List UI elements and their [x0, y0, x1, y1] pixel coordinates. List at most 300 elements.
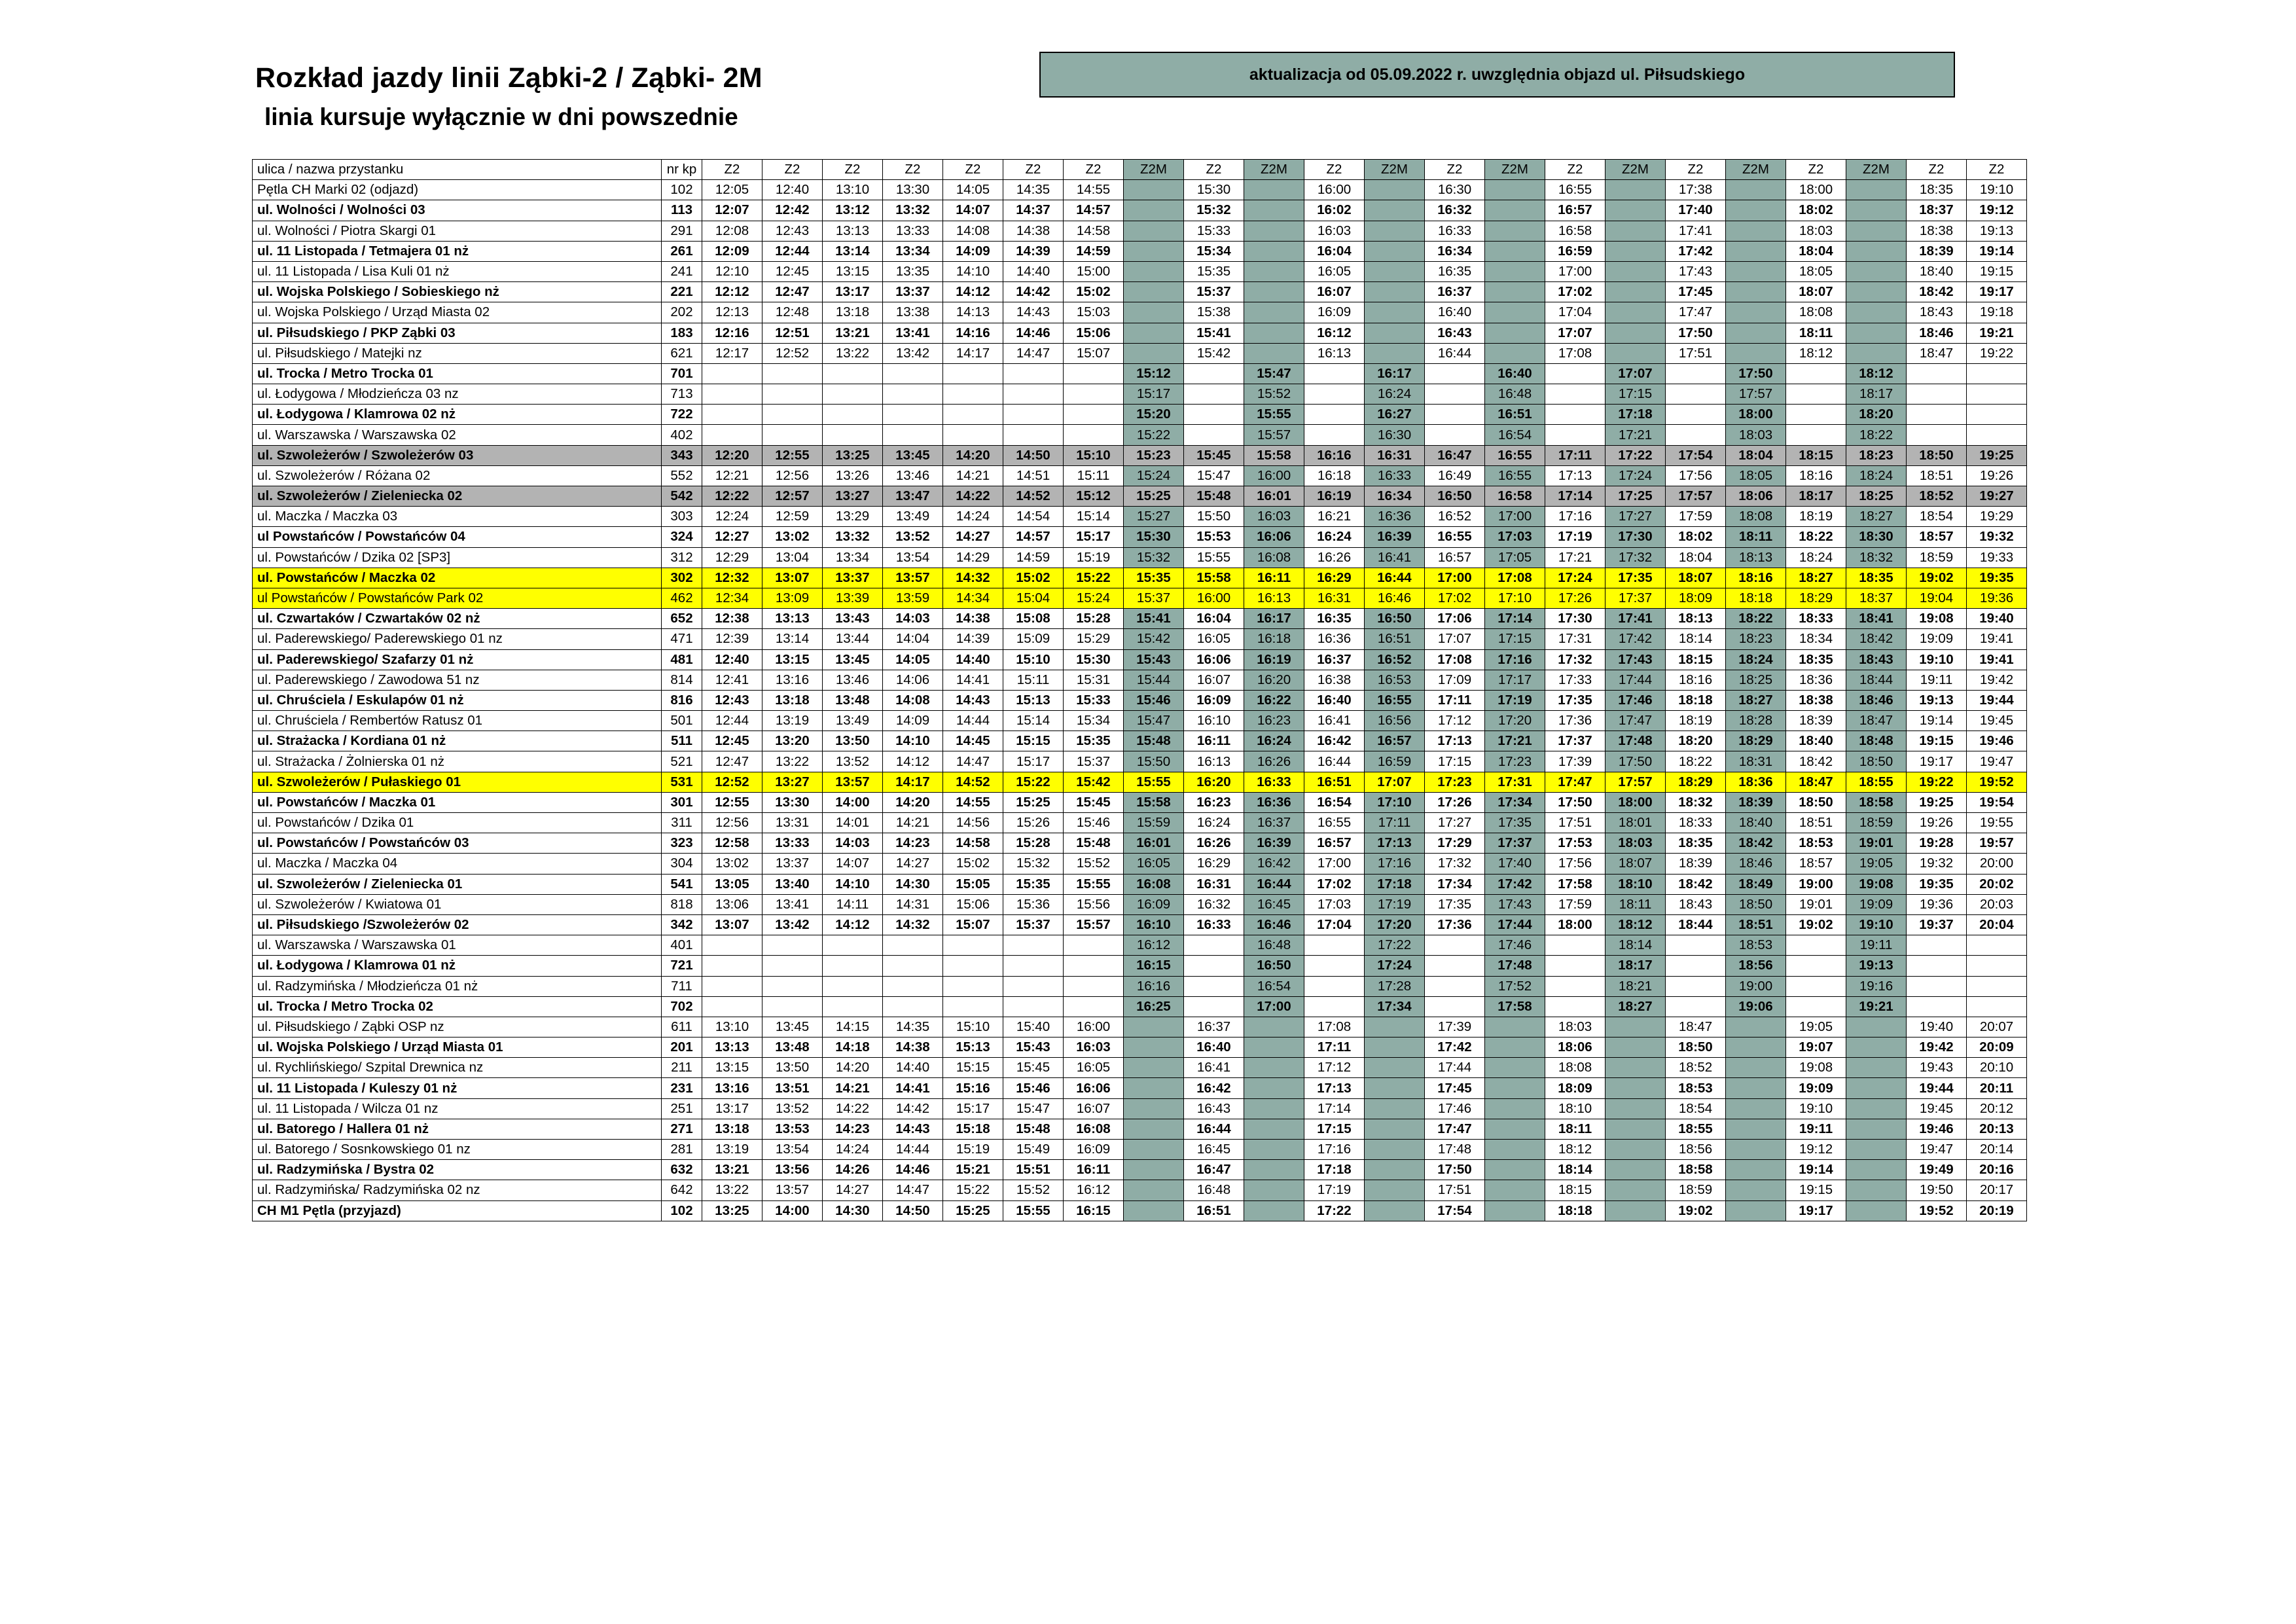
departure-time-cell: 18:16	[1666, 670, 1726, 690]
departure-time-cell	[1726, 323, 1786, 343]
departure-time-cell: 16:33	[1425, 221, 1485, 241]
departure-time-cell	[1064, 384, 1124, 405]
departure-time-cell: 13:22	[702, 1180, 762, 1200]
departure-time-cell	[943, 976, 1003, 996]
departure-time-cell: 14:22	[823, 1098, 883, 1119]
departure-time-cell: 17:00	[1545, 261, 1605, 281]
departure-time-cell: 18:58	[1846, 792, 1907, 812]
departure-time-cell	[1304, 976, 1365, 996]
departure-time-cell: 17:58	[1485, 996, 1545, 1017]
departure-time-cell: 14:38	[943, 609, 1003, 629]
departure-time-cell: 15:25	[1003, 792, 1064, 812]
departure-time-cell: 16:36	[1304, 629, 1365, 649]
departure-time-cell: 18:18	[1666, 690, 1726, 710]
departure-time-cell: 13:50	[823, 731, 883, 751]
departure-time-cell: 16:51	[1304, 772, 1365, 792]
table-row	[253, 894, 2027, 914]
departure-time-cell: 13:44	[823, 629, 883, 649]
departure-time-cell: 15:47	[1003, 1098, 1064, 1119]
departure-time-cell: 15:10	[1003, 649, 1064, 670]
stop-name-cell: ul. Paderewskiego/ Paderewskiego 01 nz	[253, 629, 662, 649]
departure-time-cell: 14:40	[1003, 261, 1064, 281]
departure-time-cell: 17:27	[1605, 507, 1666, 527]
stop-name-cell: ul. Szwoleżerów / Różana 02	[253, 465, 662, 486]
departure-time-cell: 19:44	[1907, 1078, 1967, 1098]
departure-time-cell: 14:40	[883, 1058, 943, 1078]
stop-name-cell: ul. Łodygowa / Klamrowa 02 nż	[253, 405, 662, 425]
departure-time-cell: 15:11	[1064, 465, 1124, 486]
departure-time-cell: 18:58	[1666, 1160, 1726, 1180]
table-row	[253, 1078, 2027, 1098]
departure-time-cell: 13:41	[762, 894, 823, 914]
departure-time-cell: 16:48	[1184, 1180, 1244, 1200]
departure-time-cell: 19:49	[1907, 1160, 1967, 1180]
departure-time-cell: 19:10	[1786, 1098, 1846, 1119]
departure-time-cell: 19:46	[1907, 1119, 1967, 1139]
departure-time-cell: 14:09	[943, 241, 1003, 261]
departure-time-cell	[823, 996, 883, 1017]
departure-time-cell	[1064, 935, 1124, 956]
departure-time-cell	[1605, 343, 1666, 363]
departure-time-cell: 17:51	[1545, 813, 1605, 833]
departure-time-cell: 16:23	[1184, 792, 1244, 812]
departure-time-cell: 14:50	[1003, 445, 1064, 465]
departure-time-cell: 16:46	[1365, 588, 1425, 608]
departure-time-cell: 13:47	[883, 486, 943, 507]
column-header-variant: Z2	[1786, 160, 1846, 180]
departure-time-cell	[1846, 302, 1907, 323]
departure-time-cell: 18:12	[1545, 1140, 1605, 1160]
departure-time-cell: 18:18	[1545, 1200, 1605, 1221]
table-row	[253, 405, 2027, 425]
departure-time-cell	[1003, 384, 1064, 405]
departure-time-cell: 17:56	[1666, 465, 1726, 486]
departure-time-cell	[702, 363, 762, 384]
departure-time-cell: 17:40	[1666, 200, 1726, 221]
table-row	[253, 956, 2027, 976]
departure-time-cell: 16:04	[1304, 241, 1365, 261]
departure-time-cell	[1967, 996, 2027, 1017]
departure-time-cell	[1425, 405, 1485, 425]
departure-time-cell: 16:55	[1485, 445, 1545, 465]
departure-time-cell: 16:30	[1425, 180, 1485, 200]
departure-time-cell	[1605, 282, 1666, 302]
departure-time-cell: 12:22	[702, 486, 762, 507]
departure-time-cell	[1726, 1160, 1786, 1180]
update-notice-box	[1039, 52, 1955, 98]
departure-time-cell: 19:17	[1907, 751, 1967, 772]
departure-time-cell: 16:37	[1304, 649, 1365, 670]
stop-code-cell: 713	[662, 384, 702, 405]
departure-time-cell: 13:16	[702, 1078, 762, 1098]
departure-time-cell: 14:57	[1003, 527, 1064, 547]
departure-time-cell: 18:50	[1786, 792, 1846, 812]
stop-name-cell: ul. Szwoleżerów / Pułaskiego 01	[253, 772, 662, 792]
departure-time-cell: 18:31	[1726, 751, 1786, 772]
table-row	[253, 261, 2027, 281]
departure-time-cell: 17:57	[1726, 384, 1786, 405]
stop-code-cell: 501	[662, 711, 702, 731]
stop-code-cell: 531	[662, 772, 702, 792]
stop-code-cell: 481	[662, 649, 702, 670]
departure-time-cell: 17:26	[1425, 792, 1485, 812]
departure-time-cell: 18:42	[1907, 282, 1967, 302]
departure-time-cell: 19:22	[1967, 343, 2027, 363]
departure-time-cell: 12:08	[702, 221, 762, 241]
departure-time-cell: 17:30	[1545, 609, 1605, 629]
stop-name-cell: CH M1 Pętla (przyjazd)	[253, 1200, 662, 1221]
departure-time-cell: 19:00	[1786, 874, 1846, 894]
departure-time-cell	[1967, 384, 2027, 405]
departure-time-cell: 15:07	[943, 914, 1003, 935]
departure-time-cell: 18:27	[1605, 996, 1666, 1017]
departure-time-cell: 16:56	[1365, 711, 1425, 731]
departure-time-cell: 17:59	[1666, 507, 1726, 527]
departure-time-cell	[1304, 405, 1365, 425]
departure-time-cell: 18:13	[1726, 547, 1786, 568]
departure-time-cell: 17:54	[1666, 445, 1726, 465]
departure-time-cell: 14:26	[823, 1160, 883, 1180]
departure-time-cell: 15:52	[1003, 1180, 1064, 1200]
departure-time-cell: 13:13	[702, 1038, 762, 1058]
departure-time-cell: 13:29	[823, 507, 883, 527]
departure-time-cell	[1064, 405, 1124, 425]
stop-name-cell: ul. Batorego / Hallera 01 nż	[253, 1119, 662, 1139]
departure-time-cell: 15:40	[1003, 1017, 1064, 1037]
departure-time-cell: 19:02	[1666, 1200, 1726, 1221]
departure-time-cell: 14:10	[883, 731, 943, 751]
departure-time-cell	[1605, 1140, 1666, 1160]
departure-time-cell	[1485, 200, 1545, 221]
departure-time-cell: 19:14	[1967, 241, 2027, 261]
departure-time-cell: 16:19	[1304, 486, 1365, 507]
stop-name-cell: ul. Wolności / Piotra Skargi 01	[253, 221, 662, 241]
departure-time-cell: 18:24	[1726, 649, 1786, 670]
departure-time-cell: 14:17	[943, 343, 1003, 363]
departure-time-cell	[1184, 956, 1244, 976]
departure-time-cell: 17:40	[1485, 854, 1545, 874]
departure-time-cell: 19:45	[1907, 1098, 1967, 1119]
departure-time-cell: 17:53	[1545, 833, 1605, 854]
departure-time-cell: 17:31	[1545, 629, 1605, 649]
departure-time-cell: 12:52	[702, 772, 762, 792]
departure-time-cell: 15:55	[1124, 772, 1184, 792]
stop-code-cell: 201	[662, 1038, 702, 1058]
departure-time-cell: 19:01	[1846, 833, 1907, 854]
departure-time-cell	[1605, 1160, 1666, 1180]
departure-time-cell: 18:04	[1666, 547, 1726, 568]
departure-time-cell: 16:44	[1425, 343, 1485, 363]
departure-time-cell: 15:42	[1064, 772, 1124, 792]
departure-time-cell	[1003, 425, 1064, 445]
departure-time-cell: 17:03	[1485, 527, 1545, 547]
departure-time-cell	[1605, 1119, 1666, 1139]
departure-time-cell: 16:55	[1425, 527, 1485, 547]
departure-time-cell: 17:06	[1425, 609, 1485, 629]
departure-time-cell: 17:24	[1545, 568, 1605, 588]
departure-time-cell	[1666, 363, 1726, 384]
departure-time-cell	[823, 384, 883, 405]
departure-time-cell	[762, 384, 823, 405]
departure-time-cell	[1605, 1038, 1666, 1058]
departure-time-cell	[1846, 282, 1907, 302]
departure-time-cell: 14:31	[883, 894, 943, 914]
stop-name-cell: ul. 11 Listopada / Tetmajera 01 nż	[253, 241, 662, 261]
departure-time-cell: 18:14	[1545, 1160, 1605, 1180]
departure-time-cell: 17:29	[1425, 833, 1485, 854]
departure-time-cell: 19:14	[1786, 1160, 1846, 1180]
departure-time-cell: 16:55	[1365, 690, 1425, 710]
departure-time-cell: 16:11	[1184, 731, 1244, 751]
stop-code-cell: 202	[662, 302, 702, 323]
departure-time-cell: 13:56	[762, 1160, 823, 1180]
departure-time-cell: 14:01	[823, 813, 883, 833]
departure-time-cell: 13:16	[762, 670, 823, 690]
stop-name-cell: ul. Strażacka / Kordiana 01 nż	[253, 731, 662, 751]
stop-code-cell: 652	[662, 609, 702, 629]
departure-time-cell	[1726, 221, 1786, 241]
departure-time-cell	[1064, 363, 1124, 384]
stop-code-cell: 221	[662, 282, 702, 302]
departure-time-cell: 18:27	[1726, 690, 1786, 710]
departure-time-cell: 15:13	[943, 1038, 1003, 1058]
departure-time-cell	[1003, 996, 1064, 1017]
departure-time-cell: 17:32	[1605, 547, 1666, 568]
departure-time-cell: 17:19	[1304, 1180, 1365, 1200]
departure-time-cell: 19:27	[1967, 486, 2027, 507]
departure-time-cell	[1907, 976, 1967, 996]
table-row	[253, 465, 2027, 486]
departure-time-cell: 16:07	[1184, 670, 1244, 690]
departure-time-cell: 17:35	[1425, 894, 1485, 914]
departure-time-cell: 13:53	[762, 1119, 823, 1139]
table-row	[253, 976, 2027, 996]
departure-time-cell: 15:08	[1003, 609, 1064, 629]
departure-time-cell: 17:25	[1605, 486, 1666, 507]
departure-time-cell: 18:14	[1605, 935, 1666, 956]
departure-time-cell: 17:21	[1605, 425, 1666, 445]
departure-time-cell	[1786, 976, 1846, 996]
departure-time-cell	[1846, 221, 1907, 241]
departure-time-cell: 14:21	[823, 1078, 883, 1098]
departure-time-cell: 13:22	[823, 343, 883, 363]
stop-name-cell: ul. Powstańców / Maczka 02	[253, 568, 662, 588]
departure-time-cell	[1365, 1058, 1425, 1078]
departure-time-cell	[1304, 956, 1365, 976]
departure-time-cell: 12:51	[762, 323, 823, 343]
departure-time-cell: 14:58	[1064, 221, 1124, 241]
departure-time-cell: 16:50	[1244, 956, 1304, 976]
departure-time-cell	[1184, 425, 1244, 445]
departure-time-cell: 14:18	[823, 1038, 883, 1058]
stop-code-cell: 291	[662, 221, 702, 241]
departure-time-cell: 17:14	[1485, 609, 1545, 629]
departure-time-cell: 14:59	[1064, 241, 1124, 261]
departure-time-cell: 15:45	[1003, 1058, 1064, 1078]
departure-time-cell: 17:08	[1425, 649, 1485, 670]
departure-time-cell: 16:54	[1304, 792, 1365, 812]
departure-time-cell	[883, 405, 943, 425]
departure-time-cell: 13:37	[883, 282, 943, 302]
departure-time-cell: 17:52	[1485, 976, 1545, 996]
departure-time-cell	[1605, 1098, 1666, 1119]
departure-time-cell: 17:16	[1485, 649, 1545, 670]
departure-time-cell: 15:35	[1064, 731, 1124, 751]
departure-time-cell: 17:08	[1545, 343, 1605, 363]
departure-time-cell: 17:54	[1425, 1200, 1485, 1221]
departure-time-cell: 17:22	[1304, 1200, 1365, 1221]
departure-time-cell: 15:32	[1003, 854, 1064, 874]
departure-time-cell: 16:41	[1304, 711, 1365, 731]
departure-time-cell: 15:47	[1244, 363, 1304, 384]
departure-time-cell	[762, 976, 823, 996]
departure-time-cell: 20:12	[1967, 1098, 2027, 1119]
departure-time-cell: 16:12	[1124, 935, 1184, 956]
departure-time-cell: 17:43	[1485, 894, 1545, 914]
departure-time-cell: 17:02	[1545, 282, 1605, 302]
departure-time-cell: 17:15	[1485, 629, 1545, 649]
departure-time-cell	[1726, 282, 1786, 302]
departure-time-cell	[943, 405, 1003, 425]
departure-time-cell: 14:45	[943, 731, 1003, 751]
departure-time-cell	[1666, 425, 1726, 445]
departure-time-cell: 17:16	[1304, 1140, 1365, 1160]
departure-time-cell: 16:31	[1184, 874, 1244, 894]
departure-time-cell: 20:13	[1967, 1119, 2027, 1139]
departure-time-cell: 13:18	[823, 302, 883, 323]
stop-name-cell: ul. Rychlińskiego/ Szpital Drewnica nz	[253, 1058, 662, 1078]
departure-time-cell	[702, 976, 762, 996]
departure-time-cell: 16:03	[1244, 507, 1304, 527]
departure-time-cell: 17:57	[1605, 772, 1666, 792]
departure-time-cell: 16:40	[1304, 690, 1365, 710]
departure-time-cell: 18:43	[1907, 302, 1967, 323]
departure-time-cell	[1967, 956, 2027, 976]
departure-time-cell	[1365, 1078, 1425, 1098]
departure-time-cell: 18:01	[1605, 813, 1666, 833]
departure-time-cell: 16:42	[1244, 854, 1304, 874]
departure-time-cell: 18:22	[1786, 527, 1846, 547]
departure-time-cell	[1124, 1038, 1184, 1058]
departure-time-cell	[1605, 302, 1666, 323]
departure-time-cell: 17:37	[1605, 588, 1666, 608]
column-header-variant: Z2M	[1365, 160, 1425, 180]
departure-time-cell: 15:31	[1064, 670, 1124, 690]
departure-time-cell: 15:58	[1124, 792, 1184, 812]
departure-time-cell: 12:20	[702, 445, 762, 465]
departure-time-cell	[1425, 363, 1485, 384]
departure-time-cell	[1244, 1119, 1304, 1139]
timetable	[252, 159, 2027, 1221]
departure-time-cell	[1124, 241, 1184, 261]
departure-time-cell: 15:04	[1003, 588, 1064, 608]
departure-time-cell: 18:51	[1786, 813, 1846, 833]
departure-time-cell: 12:27	[702, 527, 762, 547]
departure-time-cell: 16:35	[1304, 609, 1365, 629]
departure-time-cell	[1425, 996, 1485, 1017]
departure-time-cell: 18:15	[1666, 649, 1726, 670]
departure-time-cell: 16:43	[1184, 1098, 1244, 1119]
departure-time-cell: 18:47	[1666, 1017, 1726, 1037]
departure-time-cell	[1244, 1098, 1304, 1119]
departure-time-cell: 19:50	[1907, 1180, 1967, 1200]
departure-time-cell	[1545, 996, 1605, 1017]
departure-time-cell: 14:12	[823, 914, 883, 935]
departure-time-cell: 17:47	[1605, 711, 1666, 731]
departure-time-cell: 18:47	[1786, 772, 1846, 792]
departure-time-cell	[1184, 996, 1244, 1017]
departure-time-cell	[823, 935, 883, 956]
departure-time-cell: 18:53	[1726, 935, 1786, 956]
departure-time-cell: 14:43	[943, 690, 1003, 710]
departure-time-cell: 17:41	[1666, 221, 1726, 241]
departure-time-cell: 12:13	[702, 302, 762, 323]
departure-time-cell: 17:09	[1425, 670, 1485, 690]
departure-time-cell: 14:44	[883, 1140, 943, 1160]
departure-time-cell: 16:05	[1124, 854, 1184, 874]
departure-time-cell: 16:10	[1184, 711, 1244, 731]
stop-code-cell: 312	[662, 547, 702, 568]
departure-time-cell: 14:30	[883, 874, 943, 894]
departure-time-cell	[1365, 1200, 1425, 1221]
departure-time-cell: 17:21	[1485, 731, 1545, 751]
departure-time-cell: 18:42	[1666, 874, 1726, 894]
departure-time-cell	[1485, 261, 1545, 281]
departure-time-cell: 16:20	[1184, 772, 1244, 792]
departure-time-cell: 16:43	[1425, 323, 1485, 343]
departure-time-cell	[943, 996, 1003, 1017]
departure-time-cell: 18:07	[1605, 854, 1666, 874]
departure-time-cell: 18:53	[1666, 1078, 1726, 1098]
departure-time-cell: 15:43	[1124, 649, 1184, 670]
departure-time-cell: 17:34	[1365, 996, 1425, 1017]
departure-time-cell	[1244, 221, 1304, 241]
departure-time-cell: 13:34	[823, 547, 883, 568]
table-row	[253, 527, 2027, 547]
departure-time-cell: 18:48	[1846, 731, 1907, 751]
departure-time-cell: 16:19	[1244, 649, 1304, 670]
departure-time-cell: 18:56	[1666, 1140, 1726, 1160]
departure-time-cell	[1545, 935, 1605, 956]
departure-time-cell: 13:54	[883, 547, 943, 568]
departure-time-cell: 18:20	[1846, 405, 1907, 425]
departure-time-cell: 12:39	[702, 629, 762, 649]
table-row	[253, 241, 2027, 261]
departure-time-cell: 16:24	[1244, 731, 1304, 751]
table-row	[253, 343, 2027, 363]
departure-time-cell: 17:56	[1545, 854, 1605, 874]
departure-time-cell: 18:02	[1786, 200, 1846, 221]
departure-time-cell: 17:44	[1605, 670, 1666, 690]
departure-time-cell: 15:26	[1003, 813, 1064, 833]
departure-time-cell: 13:39	[823, 588, 883, 608]
departure-time-cell	[1786, 425, 1846, 445]
departure-time-cell: 18:38	[1907, 221, 1967, 241]
departure-time-cell: 18:08	[1786, 302, 1846, 323]
stop-code-cell: 231	[662, 1078, 702, 1098]
departure-time-cell	[1907, 363, 1967, 384]
departure-time-cell: 18:56	[1726, 956, 1786, 976]
departure-time-cell: 19:15	[1907, 731, 1967, 751]
departure-time-cell: 13:52	[883, 527, 943, 547]
departure-time-cell: 17:59	[1545, 894, 1605, 914]
departure-time-cell	[1605, 261, 1666, 281]
departure-time-cell: 14:52	[943, 772, 1003, 792]
departure-time-cell	[1244, 323, 1304, 343]
departure-time-cell: 18:40	[1726, 813, 1786, 833]
departure-time-cell: 19:42	[1907, 1038, 1967, 1058]
timetable-container	[252, 159, 2296, 1221]
